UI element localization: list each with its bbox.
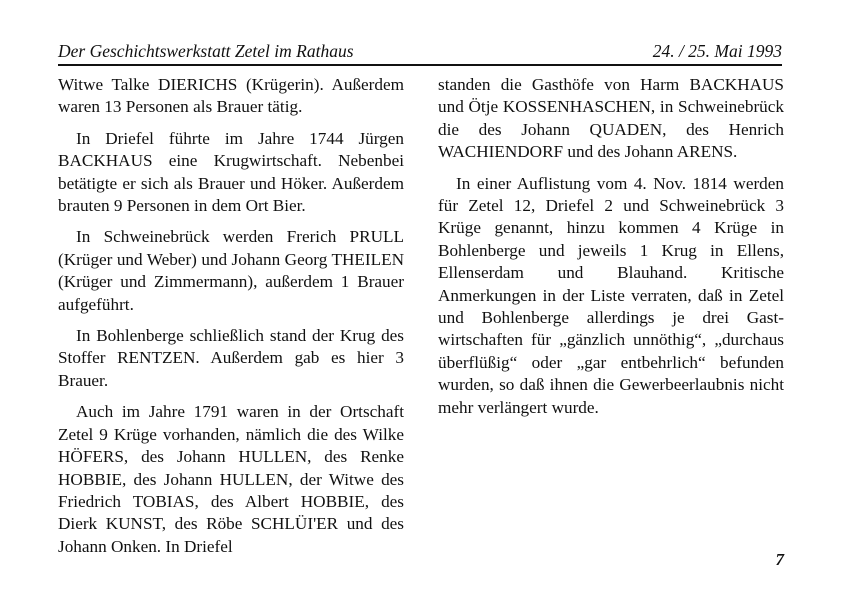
paragraph: Witwe Talke DIERICHS (Krügerin). Außerdem waren 13 Personen als Brauer tätig. xyxy=(58,75,404,117)
paragraph: In Schweinebrück werden Frerich PRULL (Krüger und Weber) und Johann Georg THEILEN (Krüger und Zimmermann), außerdem 1 Brauer aufgeführt. xyxy=(58,227,404,314)
left-column xyxy=(58,74,404,567)
page-number: 7 xyxy=(775,550,784,569)
header-title: Der Geschichtswerkstatt Zetel im Rathaus xyxy=(58,41,354,61)
running-header xyxy=(58,40,782,66)
paragraph: In Bohlenberge schließlich stand der Krug des Stoffer RENTZEN. Außerdem gab es hier 3 Brauer. xyxy=(58,326,404,390)
paragraph: In einer Auflistung vom 4. Nov. 1814 werden für Zetel 12, Driefel 2 und Schweinebrück 3 Krüge genannt, hinzu kommen 4 Krüge in Bohlenberge und jeweils 1 Krug in Ellens, Ellenserdam und Blauhand. Kritische Anmerkungen in der Liste verraten, daß in Zetel und Bohlenberge allerdings je drei Gastwirtschaften für „gänzlich unnöthig“, „durchaus überflüßig“ oder „gar entbehrlich“ befunden wurden, so daß ihnen die Gewerbeerlaubnis nicht mehr verlängert wurde. xyxy=(438,173,784,417)
header-date: 24. / 25. Mai 1993 xyxy=(652,41,782,61)
paragraph: In Driefel führte im Jahre 1744 Jürgen BACKHAUS eine Krugwirtschaft. Nebenbei betätigte er sich als Brauer und Höker. Außerdem brauten 9 Personen in dem Ort Bier. xyxy=(58,128,404,216)
right-column xyxy=(438,74,784,428)
paragraph: Auch im Jahre 1791 waren in der Ortschaft Zetel 9 Krüge vorhanden, nämlich die des Wilke HÖFERS, des Johann HULLEN, des Renke HOBBIE, des Johann HULLEN, der Witwe des Friedrich TOBIAS, des Albert HOBBIE, des Dierk KUNST, des Röbe SCHLÜI'ER und des Johann Onken. In Driefel xyxy=(58,402,404,556)
paragraph: standen die Gasthöfe von Harm BACKHAUS und Ötje KOSSENHASCHEN, in Schweinebrück die des Johann QUADEN, des Henrich WACHIENDORF und des Johann ARENS. xyxy=(438,75,784,162)
